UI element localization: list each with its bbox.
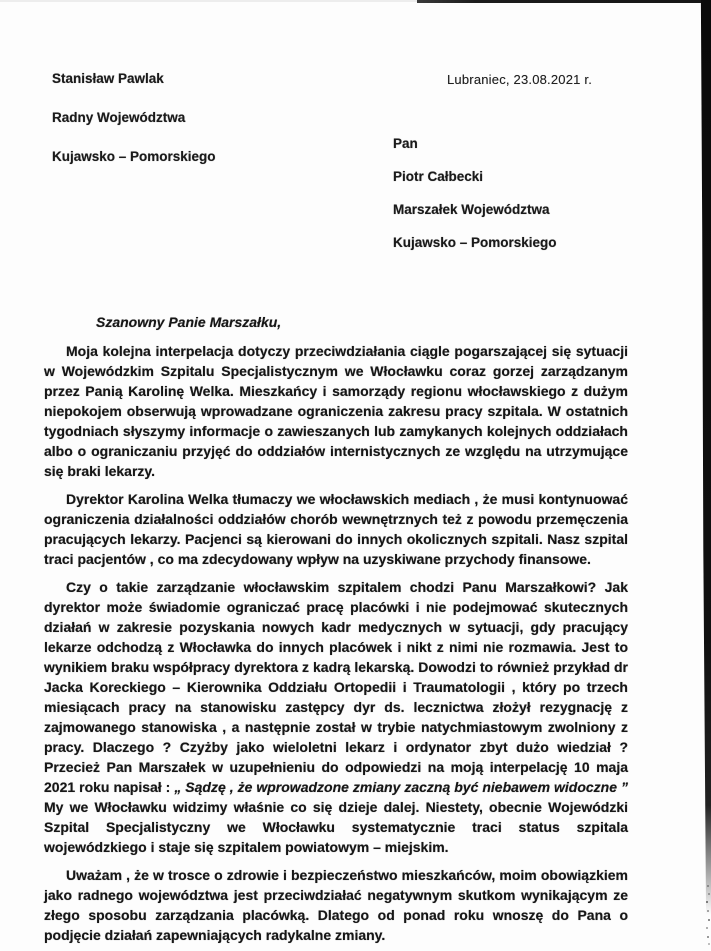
letter-body xyxy=(44,312,628,951)
recipient-title-line-2: Kujawsko – Pomorskiego xyxy=(393,235,557,250)
paragraph-3-text-after-quote: My we Włocławku widzimy właśnie co się dzieje dalej. Niestety, obecnie Wojewódzki Szpital Specjalistyczny we Włocławku systematycznie traci status szpitala wojewódzkiego i staje się szpitalem powiatowym – miejskim. xyxy=(44,799,628,855)
body-paragraph-4: Uważam , że w trosce o zdrowie i bezpieczeństwo mieszkańców, moim obowiązkiem jako radnego województwa jest przeciwdziałać negatywnym skutkom wynikającym ze złego sposobu zarządzania placówką. Dlatego od ponad roku wnoszę do Pana o podjęcie działań zapewniających radykalne zmiany. xyxy=(44,867,628,943)
scan-artifact-speckles xyxy=(707,885,709,887)
paragraph-3-inline-quote: „ Sądzę , że wprowadzone zmiany zaczną być niebawem widoczne ” xyxy=(174,779,628,795)
salutation-line: Szanowny Panie Marszałku, xyxy=(96,314,282,330)
body-paragraph-2: Dyrektor Karolina Welka tłumaczy we włocławskich mediach , że musi kontynuować ograniczenia działalności oddziałów chorób wewnętrznych też z powodu przemęczenia pracujących lekarzy. Pacjenci są kierowani do innych okolicznych szpitali. Nasz szpital traci pacjentów , co ma zdecydowany wpływ na uzyskiwane przychody finansowe. xyxy=(44,491,628,567)
recipient-name: Piotr Całbecki xyxy=(393,169,484,184)
paragraph-3-text-before-quote: Czy o takie zarządzanie włocławskim szpitalem chodzi Panu Marszałkowi? Jak dyrektor może świadomie ograniczać pracę placówki i nie podejmować skutecznych działań w zakresie pozyskania nowych kadr medycznych w sytuacji, gdy pracujący lekarze odchodzą z Włocławka do innych placówek i nikt z nimi nie rozmawia. Jest to wynikiem braku współpracy dyrektora z kadrą lekarską. Dowodzi to również przykład dr Jacka Koreckiego – Kierownika Oddziału Ortopedii i Traumatologii , który po trzech miesiącach pracy na stanowisku zastępcy dyr ds. lecznictwa złożył rezygnację z zajmowanego stanowiska , a następnie został w trybie natychmiastowym zwolniony z pracy. Dlaczego ? Czyżby jako wieloletni lekarz i ordynator zbyt dużo wiedział ? Przecież Pan Marszałek w uzupełnieniu do odpowiedzi na moją interpelację 10 maja 2021 roku napisał : xyxy=(44,579,628,795)
sender-title-line-2: Kujawsko – Pomorskiego xyxy=(52,149,216,164)
scan-artifact-right-bar xyxy=(700,0,711,915)
recipient-block xyxy=(393,136,557,268)
sender-title-line-1: Radny Województwa xyxy=(52,110,186,125)
dateline: Lubraniec, 23.08.2021 r. xyxy=(447,72,593,87)
sender-block xyxy=(52,71,216,188)
sender-name: Stanisław Pawlak xyxy=(52,71,164,86)
scan-artifact-top-dark-edge xyxy=(417,0,711,3)
recipient-honorific: Pan xyxy=(393,136,418,151)
body-paragraph-1: Moja kolejna interpelacja dotyczy przeciwdziałania ciągle pogarszającej się sytuacji w Wojewódzkim Szpitalu Specjalistycznym we Włocławku coraz gorzej zarządzanym przez Panią Karolinę Welka. Mieszkańcy i samorządy regionu włocławskiego z dużym niepokojem obserwują wprowadzane ograniczenia zakresu pracy szpitala. W ostatnich tygodniach słyszymy informacje o zawieszanych lub zamykanych kolejnych oddziałach albo o ograniczaniu przyjęć do oddziałów internistycznych ze względu na utrzymujące się braki lekarzy. xyxy=(44,343,628,479)
body-paragraph-3 xyxy=(44,577,628,857)
recipient-title-line-1: Marszałek Województwa xyxy=(393,202,550,217)
